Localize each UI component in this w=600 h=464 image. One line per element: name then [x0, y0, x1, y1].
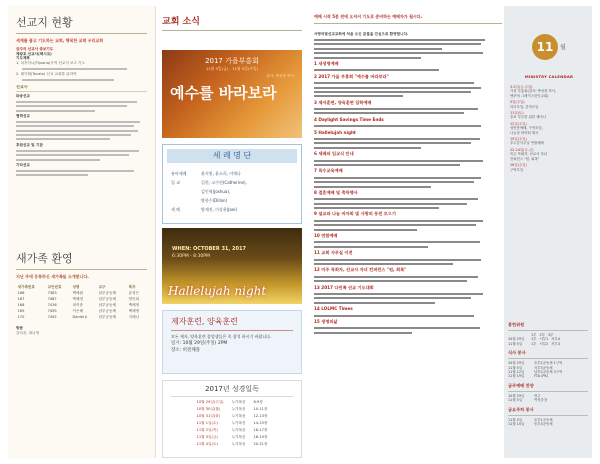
- calendar-column: [504, 6, 592, 458]
- baptism-box: [162, 144, 302, 224]
- hallelujah-night-banner: [162, 228, 302, 304]
- calendar-date: 26일(주일): [510, 163, 527, 168]
- parking-title: 금요주차 봉사: [508, 406, 534, 412]
- meal-title: 식사 봉사: [508, 350, 526, 356]
- announcement-heading: 7 특수교육예배: [314, 168, 343, 174]
- hallelujah-time: 6:30PM - 8:30PM: [172, 254, 210, 259]
- hallelujah-date: WHEN: OCTOBER 31, 2017: [172, 246, 246, 252]
- mission-title: 선교지 현황: [16, 16, 73, 29]
- table-row: 10월 29일 동부2공동체 1구역: [508, 361, 563, 366]
- calendar-event: 나눔과 바자회 행사: [510, 130, 539, 135]
- baptism-row: 세 례 방재진, 이상윤(Joel): [171, 207, 238, 212]
- table-row: 166 7383 백혜림 남부공동체 유영은: [17, 290, 140, 295]
- table-row: 11월 1일(수) 누가복음 14-15장: [196, 421, 268, 425]
- mission-line: 2. 테카테(Tecate) 선교 교회를 위하여: [16, 72, 77, 77]
- visitor-names: 강의윤, 최나영: [16, 330, 40, 335]
- calendar-date: 5일(주일): [510, 100, 525, 105]
- announcement-heading: 9 설교와 나눔 바자회 및 사랑의 동전 모으기: [314, 211, 396, 217]
- announcement-heading: 14 LOLMC Times: [314, 306, 353, 312]
- table-row: 167 7487 백혜영 남부공동체 양인희: [17, 296, 140, 301]
- announcement-heading: 12 미주 목회자, 선교사 자녀 컨퍼런스 "원, 회복": [314, 267, 407, 273]
- missionary-group: 파송선교: [16, 93, 30, 98]
- ministry-calendar: [510, 74, 588, 172]
- calendar-date: 11일(토): [510, 111, 524, 116]
- mission-subtitle: 세계를 품고 기도하는 교회, 행복한 교회 우리교회: [16, 38, 104, 43]
- announcement-heading: 5 Hallelujah night: [314, 129, 356, 135]
- column-header: 성명: [72, 284, 80, 289]
- missionary-group: 협력선교: [16, 113, 30, 118]
- missionary-group: 기타선교: [16, 162, 30, 167]
- title-rule: [16, 33, 147, 34]
- month-number: 11: [536, 40, 554, 54]
- baptism-row: 유아세례 윤지원, 윤소희, 이예나: [171, 171, 241, 176]
- column-header: 새가족번호: [17, 284, 35, 289]
- announcement-list: [314, 32, 492, 336]
- baptism-row: 방한수(Dillon): [201, 198, 228, 203]
- announcement-heading: 10 연합예배: [314, 233, 338, 239]
- calendar-event: 미주 목회자, 선교사 자녀: [510, 152, 548, 157]
- visitor-label: 방문: [16, 326, 23, 330]
- table-row: 169 7495 이은혜 남부공동체 백혜영: [17, 308, 140, 313]
- announcement-heading: 15 생명의삶: [314, 318, 338, 324]
- training-box: [162, 310, 302, 374]
- training-date: 일시: 10월 29일(주일) 2PM: [171, 341, 228, 346]
- month-badge: [532, 34, 558, 60]
- baptism-title: 세 례 명 단: [167, 149, 297, 163]
- table-row: 11월 12일 남부2공동체 3구역: [508, 370, 563, 375]
- calendar-event: 가을 부흥회(강사: 박선장 목사,: [510, 89, 557, 94]
- calendar-event: 중보 부부를 위한 세미나: [510, 115, 546, 120]
- calendar-event: 벤쿠버 그레이스한인교회): [510, 93, 549, 98]
- calendar-date: 12일(주일): [510, 121, 527, 126]
- newcomer-subtitle: 지난 주에 등록하신 새가족들 소개합니다.: [16, 274, 89, 279]
- calendar-event: 리더모임, 중직모임: [510, 104, 539, 109]
- table-row: 11월 3일(금) 누가복음 18-19장: [196, 435, 268, 439]
- training-title: 제자훈련, 양육훈련: [171, 317, 238, 326]
- calendar-date: 19일(주일): [510, 137, 527, 142]
- revival-dates: 11월 3일(금) - 11월 5일(주일): [205, 66, 259, 71]
- announcement-heading: 2 2017 가을 부흥회 "예수를 바라보라": [314, 73, 389, 79]
- announcement-heading: 13 2017 다민족 선교 기도대회: [314, 284, 374, 290]
- baptism-row: 입 교 길현, 고수빈(Catherine),: [171, 180, 247, 185]
- revival-title: 2017 가을부흥회: [205, 57, 259, 65]
- table-row: 1부 2부 3부: [531, 333, 554, 337]
- table-row: 10월 30일(월) 누가복음 10-11장: [196, 407, 268, 411]
- table-row: 11월 5일 서부3공동체: [508, 365, 553, 370]
- service-panel: [508, 322, 588, 426]
- table-row: 11월 3일 동부1공동체: [508, 417, 553, 422]
- hallelujah-title: Hallelujah night: [168, 284, 267, 298]
- calendar-date: 22-24일(수-금): [510, 147, 534, 152]
- table-row: 11월 19일 FTA (PK): [508, 374, 549, 379]
- revival-speaker: 강사: 박선장 목사: [266, 74, 294, 78]
- column-header: 목자: [128, 284, 136, 289]
- newcomer-title: 새가족 환영: [16, 252, 73, 265]
- column-header: 교구: [98, 284, 106, 289]
- table-row: 11월 5일 여성중창: [508, 398, 548, 403]
- announcement-heading: 8 결혼예배 및 축하행사: [314, 189, 358, 195]
- calendar-title: MINISTRY CALENDAR: [524, 74, 574, 79]
- offering-title: 봉헌위원: [508, 322, 525, 327]
- announcements-column: [314, 6, 502, 458]
- announcement-heading: 6 세례와 입교식 안내: [314, 151, 354, 157]
- table-row: 11월 4일(토) 누가복음 20-21장: [196, 442, 268, 446]
- training-text: 모든 제자, 양육훈련 졸업생들은 꼭 참석 하시기 바랍니다.: [171, 334, 272, 339]
- table-row: 10월 29일(주일) 누가복음 8-9장: [196, 400, 263, 404]
- bible-reading-table: [193, 399, 272, 448]
- table-row: 10월 29일 연주: [508, 393, 541, 398]
- table-row: 170 7492 Daniel Ji 남부공동체 지혜나: [17, 314, 140, 319]
- table-row: 10월 29일 1부 서부1 서부4: [508, 337, 560, 342]
- missionary-group: 후원선교 및 기관: [16, 142, 43, 147]
- choir-title: 금주예배 찬양: [508, 382, 534, 388]
- mission-line: 제왕호 선교사(멕시코): [16, 51, 52, 56]
- table-row: 11월 2일(목) 누가복음 16-17장: [196, 428, 268, 432]
- top-banner: 예배 시작 5분 전에 오셔서 기도로 준비하는 예배자가 됩시다.: [314, 14, 423, 19]
- calendar-event: 추수감사주일 연합예배: [510, 141, 544, 146]
- mission-line: 1. 치후아나(Tijuana)사역 선교지 보고 기도: [16, 60, 85, 65]
- column-header: 교인번호: [47, 284, 62, 289]
- table-row: 11월 5일 1부 서부2 서부3: [508, 341, 560, 346]
- bible-reading-title: 2017년 성경일독: [205, 385, 259, 393]
- mission-column: [8, 6, 156, 458]
- table-row: 11월 10일 동부3공동체: [508, 422, 553, 427]
- table-row: 168 7416 최이중 남부공동체 백혜영: [17, 302, 140, 307]
- news-column: [158, 6, 306, 458]
- calendar-date: 3-5일(금-주일): [510, 85, 533, 89]
- missionary-label: 선교사: [16, 85, 28, 90]
- revival-slogan: 예수를 바라보라: [170, 84, 277, 102]
- training-place: 장소: 비전채플: [171, 348, 201, 353]
- mission-line: 기도제목: [16, 56, 30, 61]
- announcement-heading: 11 교회 사무실 이전: [314, 250, 353, 256]
- intro-text: 사랑의빛선교교회에 처음 오신 분들을 진심으로 환영합니다.: [314, 32, 409, 36]
- calendar-event: 컨퍼런스 "원, 회복": [510, 156, 540, 161]
- news-header: 교회 소식: [162, 17, 200, 27]
- calendar-event: 구역모임: [510, 167, 524, 172]
- month-suffix: 월: [560, 44, 566, 51]
- baptism-row: 김인혁(Joshua),: [201, 189, 231, 194]
- announcement-heading: 4 Daylight Savings Time Ends: [314, 116, 384, 122]
- calendar-event: 성만찬예배, 구역모임,: [510, 126, 543, 131]
- bible-reading-box: [162, 380, 302, 458]
- table-row: 10월 31일(화) 누가복음 12-13장: [196, 414, 268, 418]
- announcement-heading: 3 제자훈련, 양육훈련 입학예배: [314, 99, 372, 105]
- mission-line: 금주의 선교사 중보기도: [16, 47, 54, 51]
- revival-banner: [162, 50, 302, 138]
- newcomer-table: [16, 284, 147, 320]
- announcement-heading: 1 새생명예배: [314, 60, 339, 66]
